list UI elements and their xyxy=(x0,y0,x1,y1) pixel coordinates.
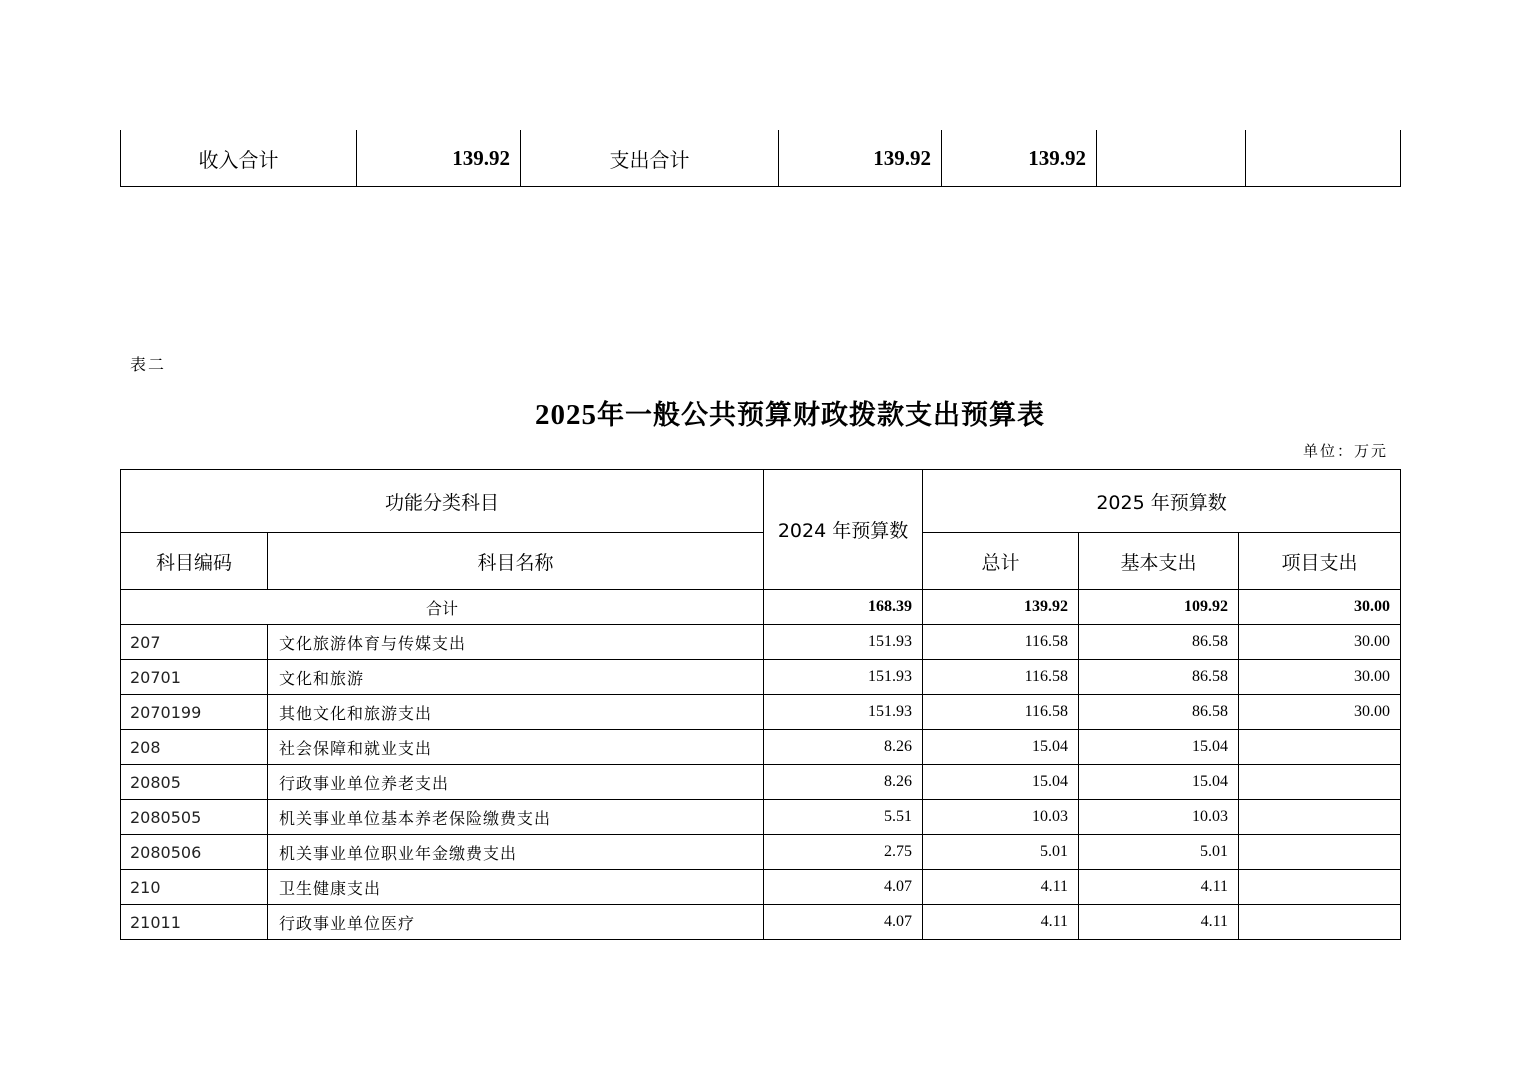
summary-row xyxy=(121,130,1401,187)
total-total: 139.92 xyxy=(923,590,1079,625)
expense-total-label: 支出合计 xyxy=(521,130,779,187)
row-project xyxy=(1239,800,1401,835)
row-project: 30.00 xyxy=(1239,625,1401,660)
header-budget-2025: 2025 年预算数 xyxy=(923,470,1401,533)
table-row xyxy=(121,800,1401,835)
row-project xyxy=(1239,835,1401,870)
row-total: 4.11 xyxy=(923,870,1079,905)
row-budget-2024: 2.75 xyxy=(764,835,923,870)
table-row xyxy=(121,730,1401,765)
row-total: 4.11 xyxy=(923,905,1079,940)
row-basic: 86.58 xyxy=(1079,660,1239,695)
header-functional-category: 功能分类科目 xyxy=(121,470,764,533)
row-project: 30.00 xyxy=(1239,695,1401,730)
expense-total-value-basic: 139.92 xyxy=(942,130,1097,187)
row-name: 社会保障和就业支出 xyxy=(268,730,764,765)
header-row-1 xyxy=(121,470,1401,533)
header-basic: 基本支出 xyxy=(1079,533,1239,590)
header-row-2 xyxy=(121,533,1401,590)
income-expense-summary-table xyxy=(120,130,1401,187)
budget-table xyxy=(120,469,1401,940)
row-code: 208 xyxy=(121,730,268,765)
expense-total-value-empty-2 xyxy=(1246,130,1401,187)
row-total: 10.03 xyxy=(923,800,1079,835)
total-row xyxy=(121,590,1401,625)
row-basic: 4.11 xyxy=(1079,905,1239,940)
total-basic: 109.92 xyxy=(1079,590,1239,625)
row-total: 15.04 xyxy=(923,730,1079,765)
row-project xyxy=(1239,870,1401,905)
row-code: 207 xyxy=(121,625,268,660)
header-project: 项目支出 xyxy=(1239,533,1401,590)
row-budget-2024: 8.26 xyxy=(764,765,923,800)
row-name: 其他文化和旅游支出 xyxy=(268,695,764,730)
row-project xyxy=(1239,905,1401,940)
header-budget-2024: 2024 年预算数 xyxy=(764,470,923,590)
row-project xyxy=(1239,730,1401,765)
title-text: 年一般公共预算财政拨款支出预算表 xyxy=(597,400,1045,431)
row-total: 15.04 xyxy=(923,765,1079,800)
row-project xyxy=(1239,765,1401,800)
row-code: 2080506 xyxy=(121,835,268,870)
row-total: 116.58 xyxy=(923,625,1079,660)
row-basic: 4.11 xyxy=(1079,870,1239,905)
table-row xyxy=(121,625,1401,660)
table-row xyxy=(121,905,1401,940)
row-budget-2024: 8.26 xyxy=(764,730,923,765)
title-year: 2025 xyxy=(535,399,597,431)
row-name: 行政事业单位医疗 xyxy=(268,905,764,940)
row-code: 21011 xyxy=(121,905,268,940)
table-label: 表二 xyxy=(130,355,167,374)
row-code: 2080505 xyxy=(121,800,268,835)
row-budget-2024: 151.93 xyxy=(764,660,923,695)
row-budget-2024: 151.93 xyxy=(764,625,923,660)
table-row xyxy=(121,660,1401,695)
row-basic: 86.58 xyxy=(1079,695,1239,730)
table-row xyxy=(121,835,1401,870)
row-project: 30.00 xyxy=(1239,660,1401,695)
row-name: 机关事业单位职业年金缴费支出 xyxy=(268,835,764,870)
table-row xyxy=(121,870,1401,905)
row-name: 文化和旅游 xyxy=(268,660,764,695)
page-title xyxy=(0,393,1520,432)
income-total-value: 139.92 xyxy=(357,130,521,187)
row-budget-2024: 151.93 xyxy=(764,695,923,730)
expense-total-value: 139.92 xyxy=(779,130,942,187)
row-basic: 15.04 xyxy=(1079,730,1239,765)
row-name: 卫生健康支出 xyxy=(268,870,764,905)
total-project: 30.00 xyxy=(1239,590,1401,625)
total-label: 合计 xyxy=(121,590,764,625)
row-budget-2024: 4.07 xyxy=(764,870,923,905)
expense-total-value-empty-1 xyxy=(1097,130,1246,187)
header-total: 总计 xyxy=(923,533,1079,590)
row-code: 210 xyxy=(121,870,268,905)
income-total-label: 收入合计 xyxy=(121,130,357,187)
unit-label: 单位：万元 xyxy=(1302,442,1388,460)
row-code: 2070199 xyxy=(121,695,268,730)
row-name: 机关事业单位基本养老保险缴费支出 xyxy=(268,800,764,835)
row-total: 116.58 xyxy=(923,660,1079,695)
row-code: 20805 xyxy=(121,765,268,800)
table-row xyxy=(121,765,1401,800)
row-budget-2024: 5.51 xyxy=(764,800,923,835)
row-basic: 86.58 xyxy=(1079,625,1239,660)
row-basic: 15.04 xyxy=(1079,765,1239,800)
row-name: 文化旅游体育与传媒支出 xyxy=(268,625,764,660)
row-basic: 10.03 xyxy=(1079,800,1239,835)
header-name: 科目名称 xyxy=(268,533,764,590)
row-name: 行政事业单位养老支出 xyxy=(268,765,764,800)
header-code: 科目编码 xyxy=(121,533,268,590)
row-basic: 5.01 xyxy=(1079,835,1239,870)
row-budget-2024: 4.07 xyxy=(764,905,923,940)
row-code: 20701 xyxy=(121,660,268,695)
table-row xyxy=(121,695,1401,730)
row-total: 116.58 xyxy=(923,695,1079,730)
row-total: 5.01 xyxy=(923,835,1079,870)
total-budget-2024: 168.39 xyxy=(764,590,923,625)
